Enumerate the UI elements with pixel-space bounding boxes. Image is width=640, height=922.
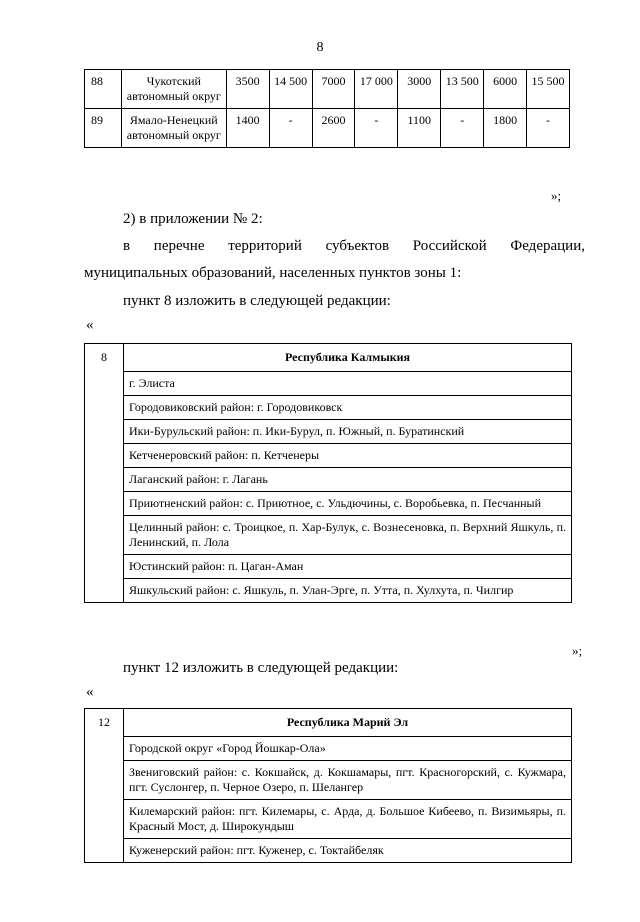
table-row	[85, 70, 570, 109]
table-row	[85, 761, 572, 800]
table-row	[85, 420, 572, 444]
table-header-row	[85, 344, 572, 372]
closing-quote: »;	[551, 188, 562, 203]
region-header: Республика Марий Эл	[124, 709, 572, 737]
paragraph-list-line-2: муниципальных образований, населенных пунктов зоны 1:	[84, 265, 462, 281]
table-row	[85, 839, 572, 863]
settlement-entry: Звениговский район: с. Кокшайск, д. Кокшамары, пгт. Красногорский, с. Кужмара, пгт. Суслонгер, п. Черное Озеро, п. Шелангер	[124, 761, 572, 800]
open-quote: «	[86, 317, 94, 333]
value-cell: 14 500	[269, 70, 312, 109]
settlement-entry: Лаганский район: г. Лагань	[124, 468, 572, 492]
table-row	[85, 109, 570, 148]
table-row	[85, 579, 572, 603]
settlement-entry: Городовиковский район: г. Городовиковск	[124, 396, 572, 420]
settlement-entry: Юстинский район: п. Цаган-Аман	[124, 555, 572, 579]
value-cell: 3500	[226, 70, 269, 109]
value-cell: 17 000	[355, 70, 398, 109]
row-number: 88	[85, 70, 122, 109]
paragraph-item-12: пункт 12 изложить в следующей редакции:	[123, 660, 399, 676]
value-cell: -	[441, 109, 484, 148]
paragraph-appendix: 2) в приложении № 2:	[123, 211, 263, 227]
tariff-table	[84, 69, 570, 148]
table-row	[85, 516, 572, 555]
settlement-entry: Яшкульский район: с. Яшкуль, п. Улан-Эрге, п. Утта, п. Хулхута, п. Чилгир	[124, 579, 572, 603]
value-cell: 3000	[398, 70, 441, 109]
settlement-entry: Ики-Бурульский район: п. Ики-Бурул, п. Южный, п. Буратинский	[124, 420, 572, 444]
table-row	[85, 555, 572, 579]
settlement-entry: г. Элиста	[124, 372, 572, 396]
word: территорий	[228, 238, 302, 254]
table-row	[85, 492, 572, 516]
row-number: 89	[85, 109, 122, 148]
table-row	[85, 444, 572, 468]
paragraph-item-8: пункт 8 изложить в следующей редакции:	[123, 293, 391, 309]
table-row	[85, 468, 572, 492]
value-cell: 1800	[484, 109, 527, 148]
value-cell: 1400	[226, 109, 269, 148]
settlement-entry: Городской округ «Город Йошкар-Ола»	[124, 737, 572, 761]
paragraph-list-line-1	[123, 235, 585, 257]
open-quote-2: «	[86, 684, 94, 700]
table-row	[85, 396, 572, 420]
table-row	[85, 800, 572, 839]
item-number: 12	[85, 709, 124, 863]
settlement-entry: Приютненский район: с. Приютное, с. Ульдючины, с. Воробьевка, п. Песчанный	[124, 492, 572, 516]
zone-table-kalmykia	[84, 343, 572, 603]
item-number: 8	[85, 344, 124, 603]
settlement-entry: Килемарский район: пгт. Килемары, с. Арда, д. Большое Кибеево, п. Визимьяры, п. Красный Мост, д. Широкундыш	[124, 800, 572, 839]
value-cell: 15 500	[527, 70, 570, 109]
value-cell: 7000	[312, 70, 355, 109]
value-cell: 2600	[312, 109, 355, 148]
table-header-row	[85, 709, 572, 737]
zone-table-mari-el	[84, 708, 572, 863]
word: Федерации,	[510, 238, 585, 254]
region-name: Чукотский автономный округ	[121, 70, 226, 109]
word: Российской	[412, 238, 487, 254]
value-cell: -	[527, 109, 570, 148]
word: субъектов	[325, 238, 390, 254]
region-header: Республика Калмыкия	[124, 344, 572, 372]
settlement-entry: Куженерский район: пгт. Куженер, с. Токтайбеляк	[124, 839, 572, 863]
region-name: Ямало-Ненецкий автономный округ	[121, 109, 226, 148]
value-cell: -	[355, 109, 398, 148]
value-cell: -	[269, 109, 312, 148]
value-cell: 13 500	[441, 70, 484, 109]
table-row	[85, 372, 572, 396]
word: в	[123, 238, 131, 254]
settlement-entry: Кетченеровский район: п. Кетченеры	[124, 444, 572, 468]
table-row	[85, 737, 572, 761]
settlement-entry: Целинный район: с. Троицкое, п. Хар-Булук, с. Вознесеновка, п. Верхний Яшкуль, п. Ленинский, п. Лола	[124, 516, 572, 555]
value-cell: 1100	[398, 109, 441, 148]
word: перечне	[153, 238, 205, 254]
page-number: 8	[316, 40, 324, 55]
closing-quote-2: »;	[572, 643, 583, 658]
value-cell: 6000	[484, 70, 527, 109]
